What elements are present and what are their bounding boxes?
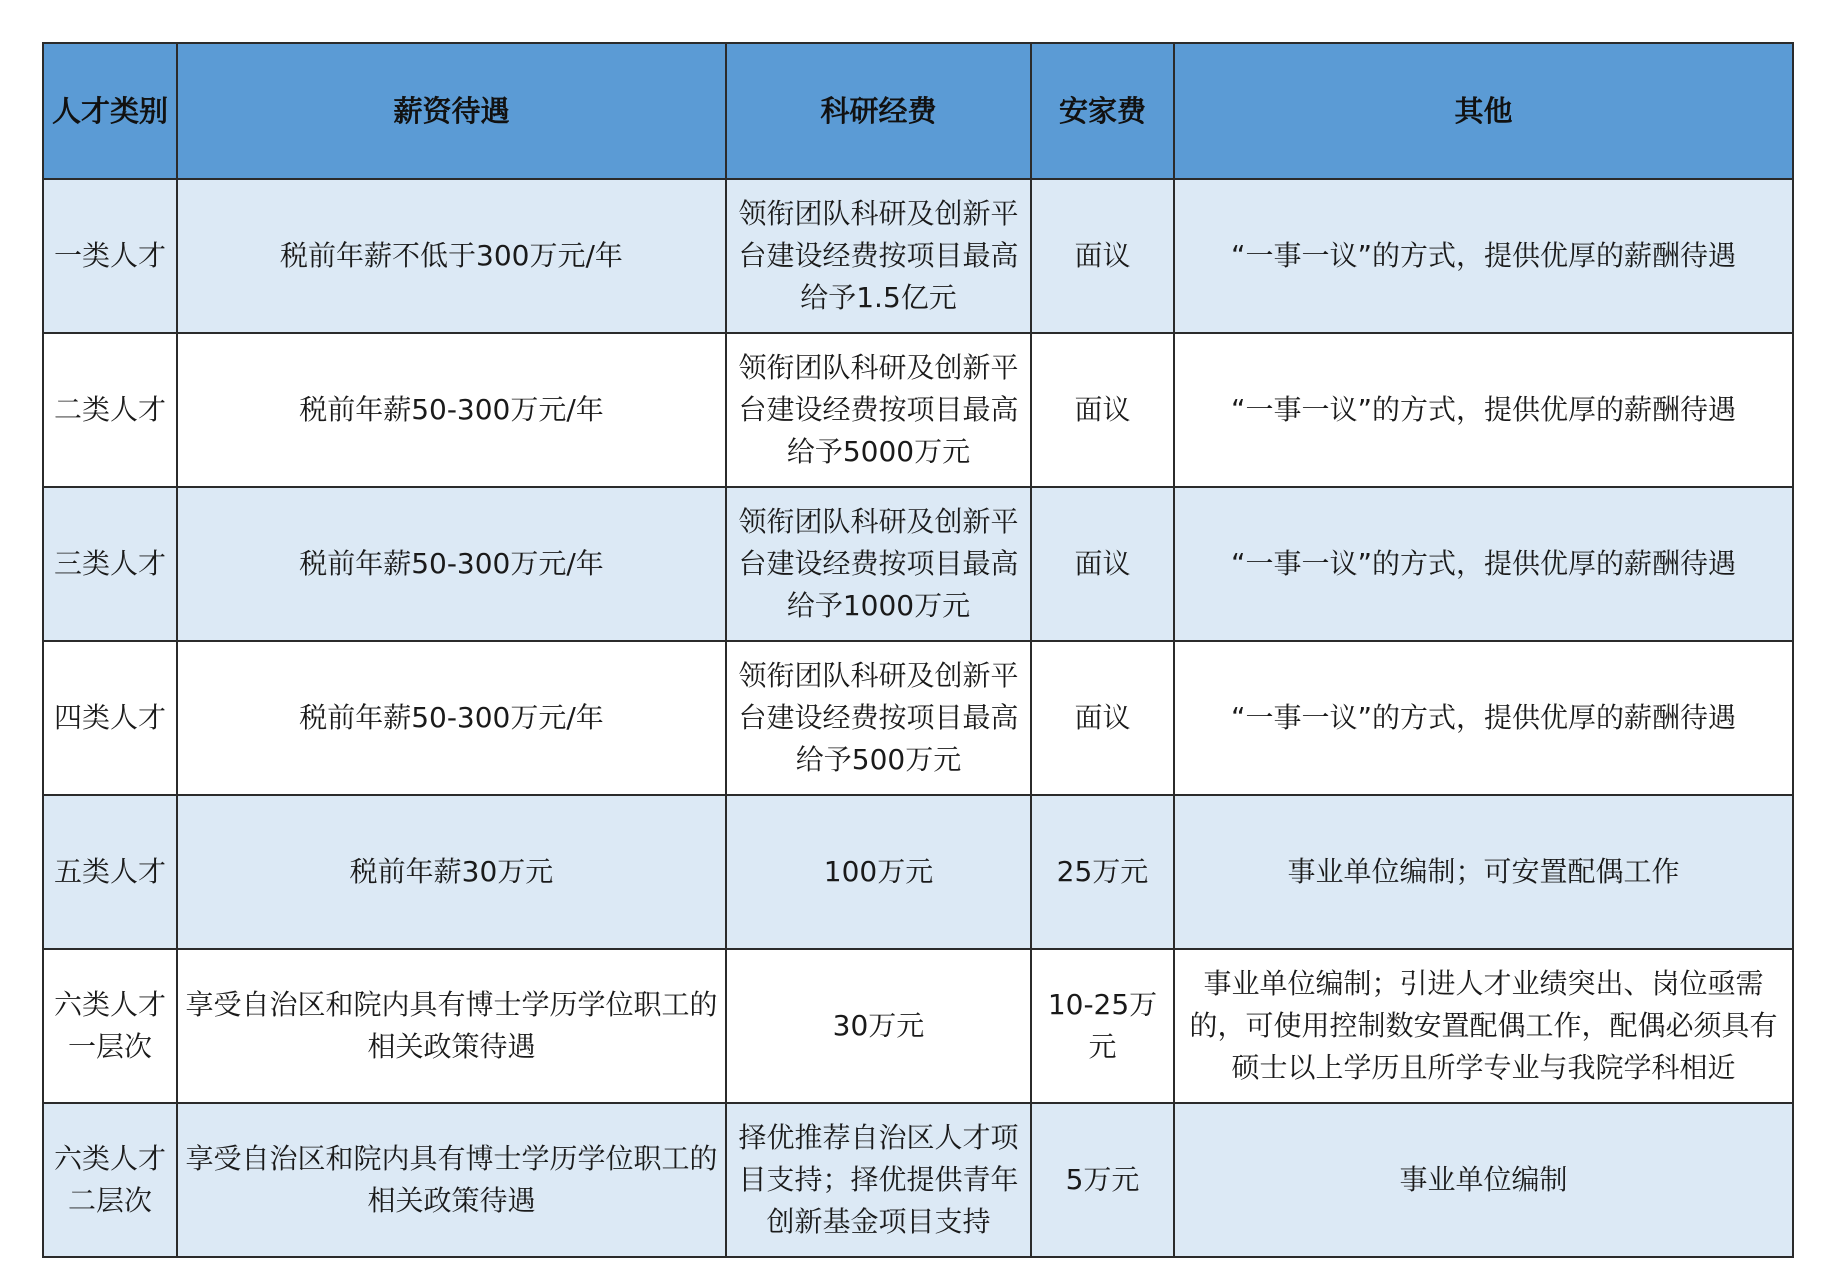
salary-cell: 享受自治区和院内具有博士学历学位职工的相关政策待遇 (177, 1103, 726, 1257)
category-cell: 二类人才 (43, 333, 177, 487)
table-row (43, 487, 1793, 641)
other-cell: 事业单位编制；可安置配偶工作 (1174, 795, 1793, 949)
category-cell: 六类人才二层次 (43, 1103, 177, 1257)
other-cell: “一事一议”的方式，提供优厚的薪酬待遇 (1174, 487, 1793, 641)
category-cell: 一类人才 (43, 179, 177, 333)
settlement-cell: 面议 (1031, 487, 1174, 641)
header-research-funding: 科研经费 (726, 43, 1031, 179)
funding-cell: 100万元 (726, 795, 1031, 949)
table-row (43, 949, 1793, 1103)
other-cell: “一事一议”的方式，提供优厚的薪酬待遇 (1174, 179, 1793, 333)
salary-cell: 享受自治区和院内具有博士学历学位职工的相关政策待遇 (177, 949, 726, 1103)
settlement-cell: 5万元 (1031, 1103, 1174, 1257)
table-row (43, 333, 1793, 487)
category-cell: 三类人才 (43, 487, 177, 641)
settlement-cell: 面议 (1031, 179, 1174, 333)
category-cell: 四类人才 (43, 641, 177, 795)
table-row (43, 1103, 1793, 1257)
salary-cell: 税前年薪不低于300万元/年 (177, 179, 726, 333)
table-row (43, 795, 1793, 949)
other-cell: “一事一议”的方式，提供优厚的薪酬待遇 (1174, 641, 1793, 795)
category-cell: 六类人才一层次 (43, 949, 177, 1103)
table-row (43, 179, 1793, 333)
table-header-row (43, 43, 1793, 179)
other-cell: “一事一议”的方式，提供优厚的薪酬待遇 (1174, 333, 1793, 487)
category-cell: 五类人才 (43, 795, 177, 949)
settlement-cell: 面议 (1031, 333, 1174, 487)
talent-policy-table-container (42, 42, 1792, 1258)
salary-cell: 税前年薪50-300万元/年 (177, 641, 726, 795)
other-cell: 事业单位编制 (1174, 1103, 1793, 1257)
header-salary: 薪资待遇 (177, 43, 726, 179)
funding-cell: 30万元 (726, 949, 1031, 1103)
header-category: 人才类别 (43, 43, 177, 179)
funding-cell: 领衔团队科研及创新平台建设经费按项目最高给予500万元 (726, 641, 1031, 795)
salary-cell: 税前年薪50-300万元/年 (177, 487, 726, 641)
funding-cell: 择优推荐自治区人才项目支持；择优提供青年创新基金项目支持 (726, 1103, 1031, 1257)
header-other: 其他 (1174, 43, 1793, 179)
funding-cell: 领衔团队科研及创新平台建设经费按项目最高给予5000万元 (726, 333, 1031, 487)
other-cell: 事业单位编制；引进人才业绩突出、岗位亟需的，可使用控制数安置配偶工作，配偶必须具有硕士以上学历且所学专业与我院学科相近 (1174, 949, 1793, 1103)
settlement-cell: 10-25万元 (1031, 949, 1174, 1103)
settlement-cell: 面议 (1031, 641, 1174, 795)
funding-cell: 领衔团队科研及创新平台建设经费按项目最高给予1000万元 (726, 487, 1031, 641)
talent-policy-table (42, 42, 1794, 1258)
salary-cell: 税前年薪50-300万元/年 (177, 333, 726, 487)
funding-cell: 领衔团队科研及创新平台建设经费按项目最高给予1.5亿元 (726, 179, 1031, 333)
table-row (43, 641, 1793, 795)
salary-cell: 税前年薪30万元 (177, 795, 726, 949)
header-settlement-allowance: 安家费 (1031, 43, 1174, 179)
settlement-cell: 25万元 (1031, 795, 1174, 949)
